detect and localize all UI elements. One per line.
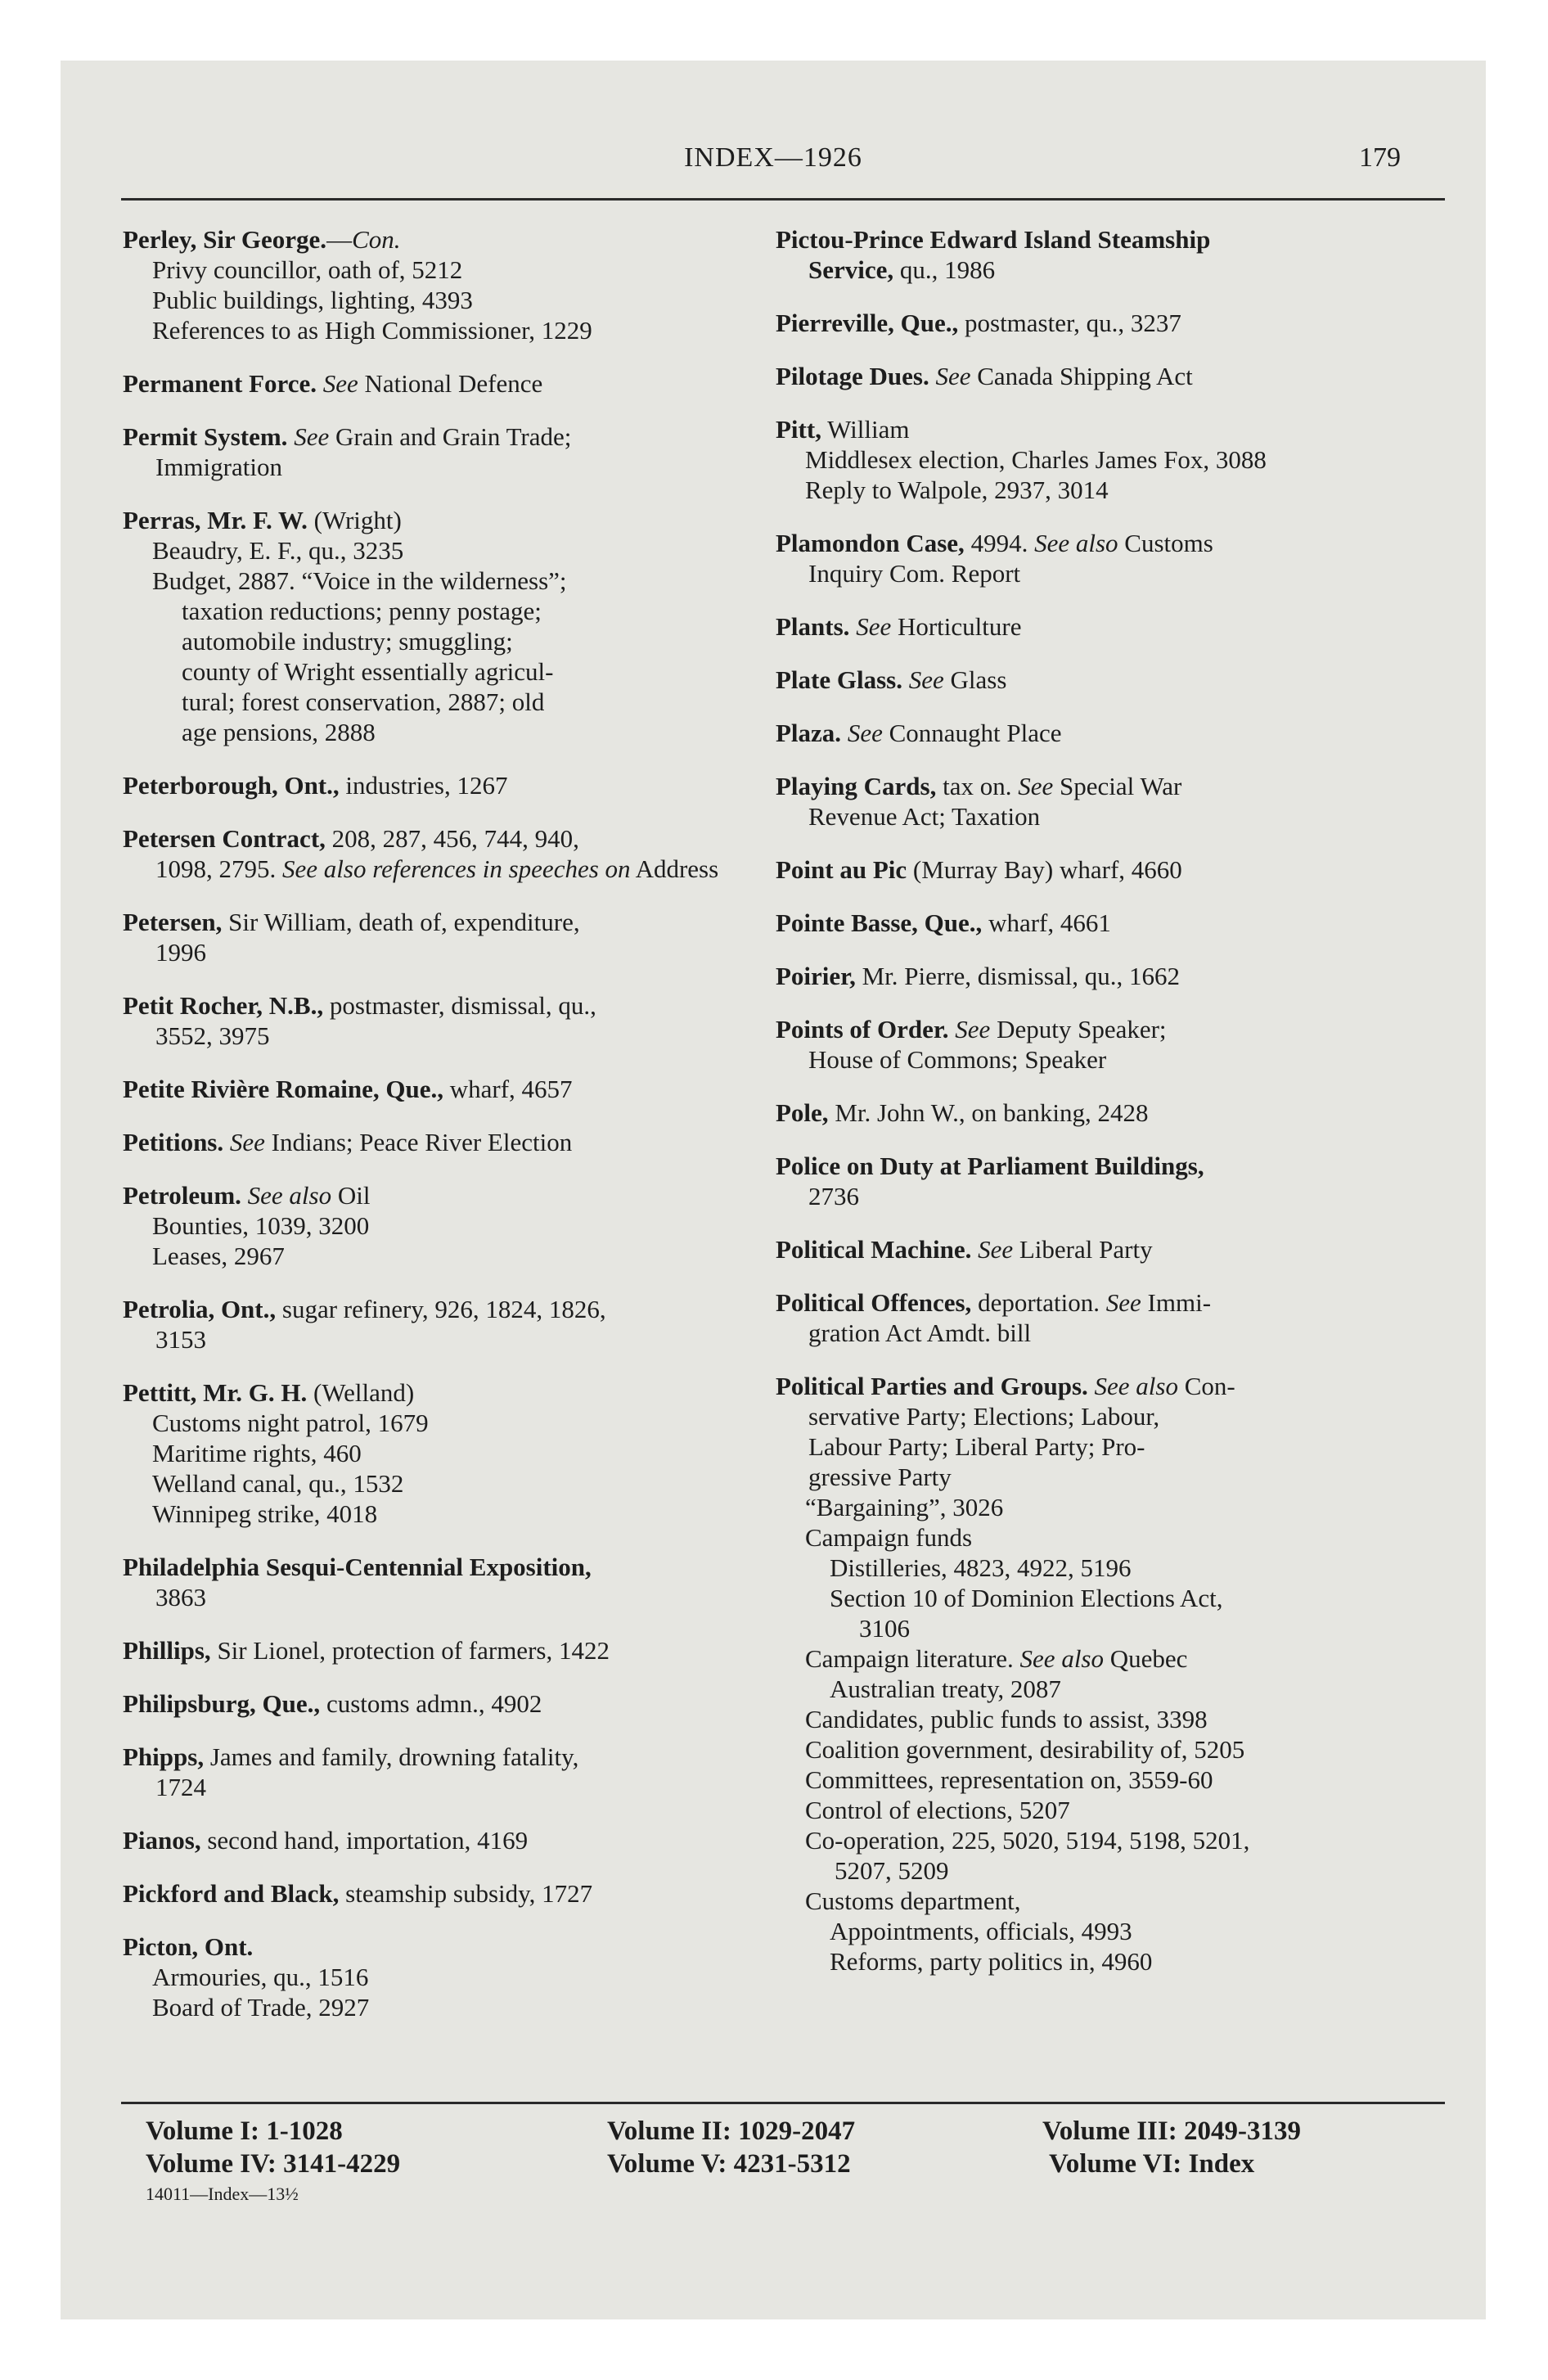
index-entry: Petersen Contract, 208, 287, 456, 744, 940, 1098, 2795. See also references in speeches on Address <box>123 824 719 883</box>
index-entry: Pickford and Black, steamship subsidy, 1727 <box>123 1879 593 1908</box>
index-entry: Petrolia, Ont., sugar refinery, 926, 1824, 1826, 3153 <box>123 1295 606 1354</box>
index-entry: Plants. See Horticulture <box>776 612 1022 641</box>
volume-range: Volume I: 1-1028 <box>146 2116 343 2146</box>
volume-range: Volume IV: 3141-4229 <box>146 2149 401 2179</box>
footer-rule <box>121 2102 1445 2104</box>
index-entry: Peterborough, Ont., industries, 1267 <box>123 771 508 800</box>
printer-mark: 14011—Index—13½ <box>146 2184 299 2204</box>
left-column <box>123 224 753 2022</box>
page-title: INDEX—1926 <box>684 142 862 173</box>
index-entry: Pettitt, Mr. G. H. (Welland) Customs night patrol, 1679 Maritime rights, 460 Welland canal, qu., 1532 Winnipeg strike, 4018 <box>123 1378 429 1528</box>
index-entry: Permit System. See Grain and Grain Trade; Immigration <box>123 422 572 481</box>
index-entry: Political Offences, deportation. See Immi- gration Act Amdt. bill <box>776 1288 1212 1347</box>
volume-range: Volume V: 4231-5312 <box>607 2149 851 2179</box>
index-entry: Pole, Mr. John W., on banking, 2428 <box>776 1098 1149 1127</box>
index-entry: Police on Duty at Parliament Buildings, 2736 <box>776 1152 1204 1210</box>
index-entry: Phillips, Sir Lionel, protection of farmers, 1422 <box>123 1636 610 1665</box>
index-entry: Permanent Force. See National Defence <box>123 369 543 398</box>
index-entry: Plaza. See Connaught Place <box>776 719 1062 747</box>
index-entry: Pierreville, Que., postmaster, qu., 3237 <box>776 309 1181 337</box>
page-number: 179 <box>1359 142 1401 173</box>
index-entry: Perley, Sir George.—Con. Privy councillor, oath of, 5212 Public buildings, lighting, 4393 References to as High Commissioner, 1229 <box>123 225 592 345</box>
index-entry: Petersen, Sir William, death of, expenditure, 1996 <box>123 908 580 967</box>
index-page <box>61 61 1486 2319</box>
volume-range: Volume VI: Index <box>1049 2149 1255 2179</box>
index-entry: Petroleum. See also Oil Bounties, 1039, 3200 Leases, 2967 <box>123 1181 371 1270</box>
index-entry: Pointe Basse, Que., wharf, 4661 <box>776 908 1111 937</box>
index-entry: Points of Order. See Deputy Speaker; House of Commons; Speaker <box>776 1015 1167 1074</box>
index-entry: Pianos, second hand, importation, 4169 <box>123 1826 529 1855</box>
index-entry: Perras, Mr. F. W. (Wright) Beaudry, E. F., qu., 3235 Budget, 2887. “Voice in the wilderness”; taxation reductions; penny postage; automobile industry; smuggling; county of Wright essentially agricul- tural; forest conservation, 2887; old age pensions, 2888 <box>123 506 567 746</box>
index-entry: Petite Rivière Romaine, Que., wharf, 4657 <box>123 1075 573 1103</box>
header-rule <box>121 198 1445 201</box>
index-entry: Philadelphia Sesqui-Centennial Exposition, 3863 <box>123 1553 592 1611</box>
index-entry: Plamondon Case, 4994. See also Customs Inquiry Com. Report <box>776 529 1213 588</box>
index-entry: Petitions. See Indians; Peace River Election <box>123 1128 573 1156</box>
index-entry: Political Machine. See Liberal Party <box>776 1235 1153 1264</box>
index-entry: Political Parties and Groups. See also Con- servative Party; Elections; Labour, Labour Party; Liberal Party; Pro- gressive Party “Bargaining”, 3026 Campaign funds Distilleries, 4823, 4922, 5196 Section 10 of Dominion Elections Act, 3106 Campaign literature. See also Quebec Australian treaty, 2087 Candidates, public funds to assist, 3398 Coalition government, desirability of, 5205 Committees, representation on, 3559-60 Control of elections, 5207 Co-operation, 225, 5020, 5194, 5198, 5201, 5207, 5209 Customs department, Appointments, officials, 4993 Reforms, party politics in, 4960 <box>776 1372 1250 1976</box>
index-entry: Philipsburg, Que., customs admn., 4902 <box>123 1689 542 1718</box>
index-entry: Petit Rocher, N.B., postmaster, dismissal, qu., 3552, 3975 <box>123 991 596 1050</box>
index-entry: Pictou-Prince Edward Island Steamship Service, qu., 1986 <box>776 225 1211 284</box>
index-entry: Pilotage Dues. See Canada Shipping Act <box>776 362 1193 390</box>
index-entry: Poirier, Mr. Pierre, dismissal, qu., 1662 <box>776 962 1180 990</box>
index-entry: Playing Cards, tax on. See Special War Revenue Act; Taxation <box>776 772 1182 831</box>
index-entry: Phipps, James and family, drowning fatality, 1724 <box>123 1742 579 1801</box>
index-entry: Plate Glass. See Glass <box>776 665 1007 694</box>
volume-range: Volume II: 1029-2047 <box>607 2116 856 2146</box>
index-entry: Picton, Ont. Armouries, qu., 1516 Board of Trade, 2927 <box>123 1932 370 2022</box>
right-column <box>776 224 1406 1977</box>
index-entry: Pitt, William Middlesex election, Charles James Fox, 3088 Reply to Walpole, 2937, 3014 <box>776 415 1267 504</box>
volume-range: Volume III: 2049-3139 <box>1042 2116 1301 2146</box>
index-entry: Point au Pic (Murray Bay) wharf, 4660 <box>776 855 1182 884</box>
